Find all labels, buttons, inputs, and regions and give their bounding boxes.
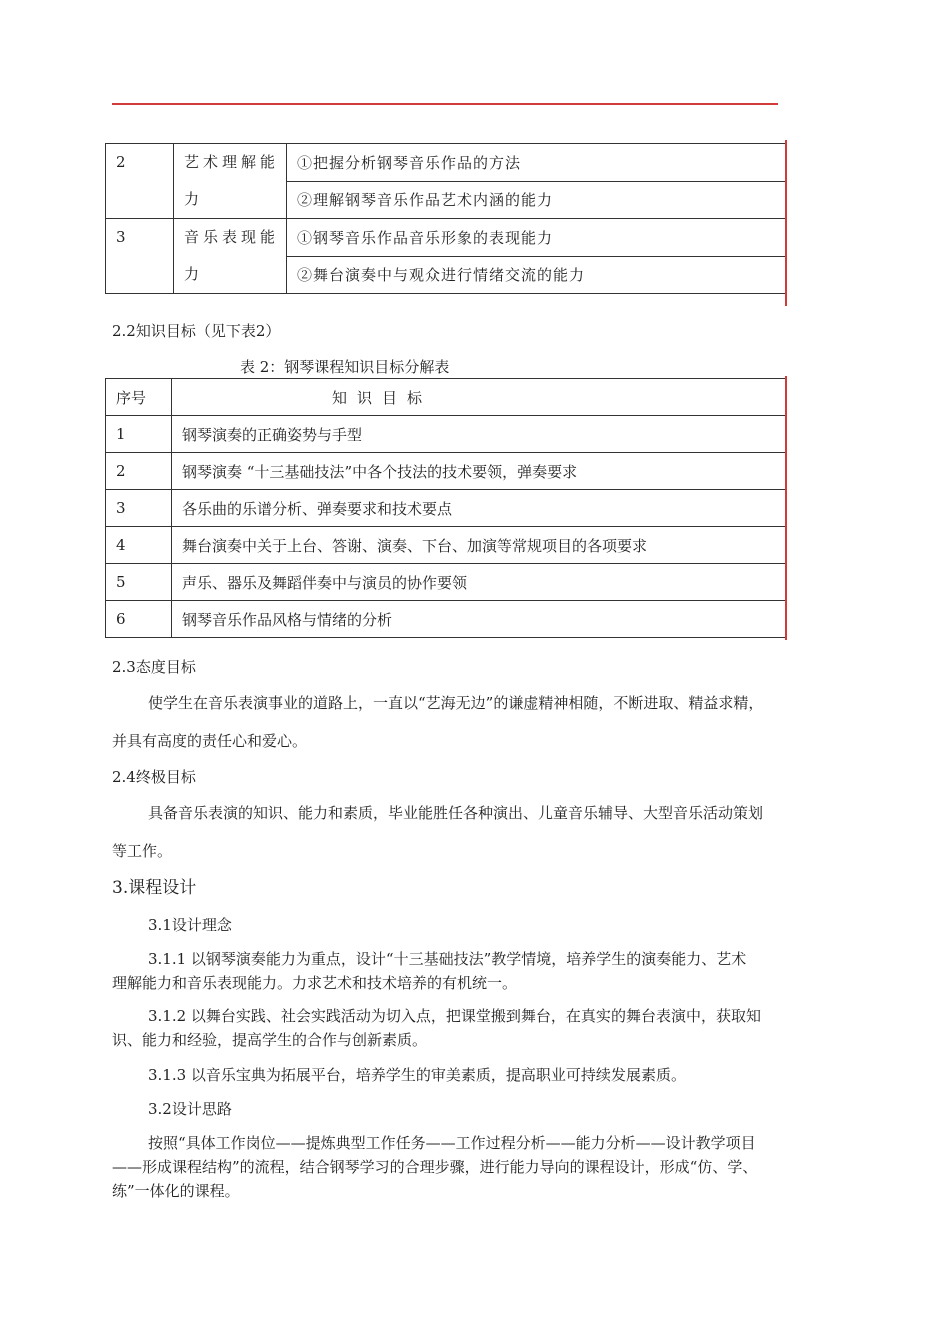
margin-rule: [785, 376, 787, 640]
row-number: 1: [106, 416, 172, 453]
row-item: ②理解钢琴音乐作品艺术内涵的能力: [287, 181, 786, 219]
knowledge-table: [105, 378, 786, 638]
section-2-4-line1: 具备音乐表演的知识、能力和素质，毕业能胜任各种演出、儿童音乐辅导、大型音乐活动策划: [148, 804, 764, 822]
row-number: 4: [106, 527, 172, 564]
table-row: [106, 527, 786, 564]
para-3-1-1-line2: 理解能力和音乐表现能力。力求艺术和技术培养的有机统一。: [112, 974, 518, 992]
row-category: 艺术理解能力: [174, 144, 287, 219]
table-row: [106, 601, 786, 638]
table-row: [106, 564, 786, 601]
row-number: 3: [106, 219, 174, 294]
para-3-1-2-line2: 识、能力和经验，提高学生的合作与创新素质。: [112, 1031, 428, 1049]
section-2-4-title: 2.4终极目标: [112, 768, 196, 786]
section-2-3-title: 2.3态度目标: [112, 658, 196, 676]
para-3-1-3: 3.1.3 以音乐宝典为拓展平台，培养学生的审美素质，提高职业可持续发展素质。: [148, 1066, 686, 1084]
table-row: [106, 490, 786, 527]
margin-rule: [785, 140, 787, 306]
table-row: [106, 219, 786, 257]
para-3-2-line1: 按照“具体工作岗位——提炼典型工作任务——工作过程分析——能力分析——设计教学项目: [148, 1134, 756, 1152]
row-category: 音乐表现能力: [174, 219, 287, 294]
section-2-3-line2: 并具有高度的责任心和爱心。: [112, 732, 308, 750]
para-3-1-2-line1: 3.1.2 以舞台实践、社会实践活动为切入点，把课堂搬到舞台，在真实的舞台表演中，获取知: [148, 1007, 761, 1025]
row-number: 2: [106, 453, 172, 490]
para-3-2-line3: 练”一体化的课程。: [112, 1182, 240, 1200]
table-header-row: [106, 379, 786, 416]
row-text: 声乐、器乐及舞蹈伴奏中与演员的协作要领: [172, 564, 786, 601]
section-2-4-line2: 等工作。: [112, 842, 173, 860]
table2-caption: 表 2：钢琴课程知识目标分解表: [240, 358, 450, 376]
row-item: ②舞台演奏中与观众进行情绪交流的能力: [287, 256, 786, 294]
header-rule: [112, 103, 778, 105]
header-number: 序号: [106, 379, 172, 416]
row-item: ①把握分析钢琴音乐作品的方法: [287, 144, 786, 182]
row-text: 各乐曲的乐谱分析、弹奏要求和技术要点: [172, 490, 786, 527]
para-3-2-line2: ——形成课程结构”的流程，结合钢琴学习的合理步骤，进行能力导向的课程设计，形成“仿、学、: [112, 1158, 758, 1176]
section-3-2-title: 3.2设计思路: [148, 1100, 232, 1118]
row-number: 6: [106, 601, 172, 638]
table-row: [106, 416, 786, 453]
para-3-1-1-line1: 3.1.1 以钢琴演奏能力为重点，设计“十三基础技法”教学情境，培养学生的演奏能力、艺术: [148, 950, 747, 968]
section-3-title: 3.课程设计: [112, 878, 197, 898]
table-row: [106, 453, 786, 490]
row-text: 钢琴演奏 “十三基础技法”中各个技法的技术要领，弹奏要求: [172, 453, 786, 490]
section-2-2-title: 2.2知识目标（见下表2）: [112, 322, 281, 340]
row-item: ①钢琴音乐作品音乐形象的表现能力: [287, 219, 786, 257]
row-text: 钢琴音乐作品风格与情绪的分析: [172, 601, 786, 638]
section-3-1-title: 3.1设计理念: [148, 916, 232, 934]
row-text: 钢琴演奏的正确姿势与手型: [172, 416, 786, 453]
row-number: 2: [106, 144, 174, 219]
row-number: 3: [106, 490, 172, 527]
ability-table: [105, 143, 786, 294]
row-number: 5: [106, 564, 172, 601]
section-2-3-line1: 使学生在音乐表演事业的道路上，一直以“艺海无边”的谦虚精神相随，不断进取、精益求精，: [148, 694, 764, 712]
table-row: [106, 144, 786, 182]
header-title: 知识目标: [172, 379, 786, 416]
row-text: 舞台演奏中关于上台、答谢、演奏、下台、加演等常规项目的各项要求: [172, 527, 786, 564]
